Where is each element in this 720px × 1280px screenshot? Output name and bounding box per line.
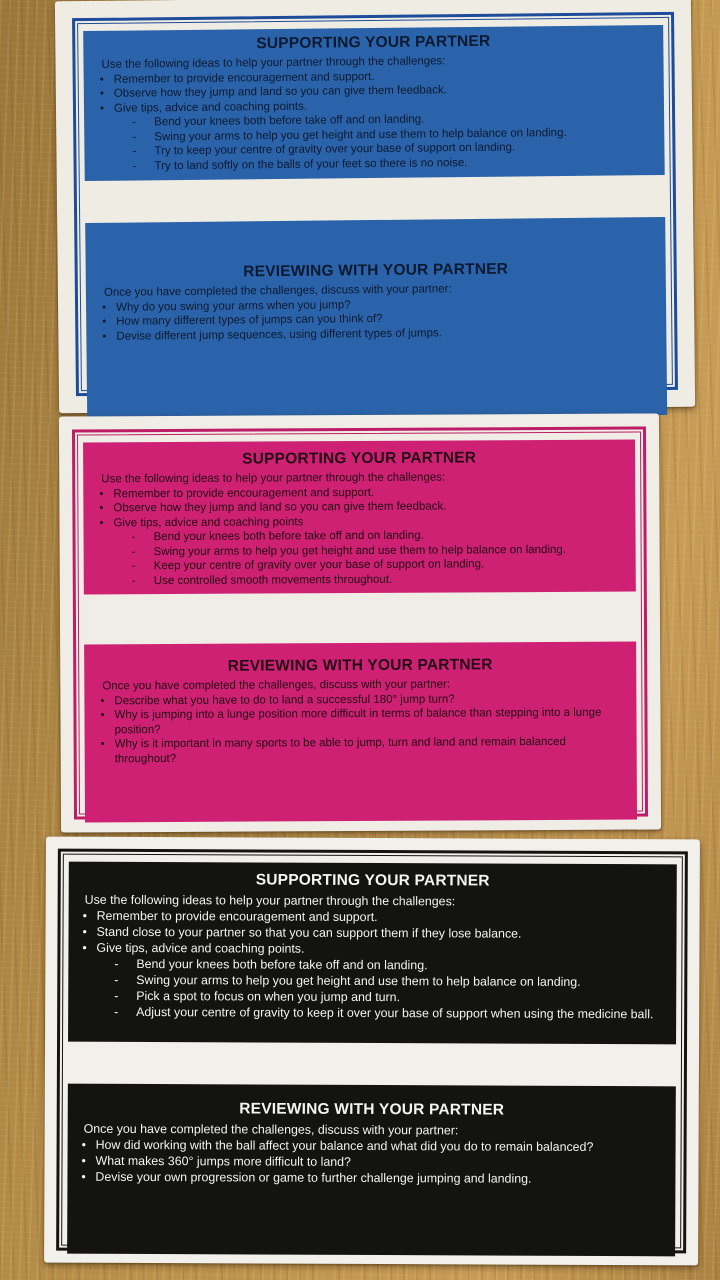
panel-title: SUPPORTING YOUR PARTNER (255, 871, 490, 890)
panel-intro: Use the following ideas to help your partner through the challenges: (84, 892, 456, 909)
dash-marker: - (131, 545, 136, 558)
bullet-item: • Give tips, advice and coaching points. (82, 940, 305, 956)
bullet-item: • Devise different jump sequences, using different types of jumps. (102, 326, 443, 343)
bullet-item: • Observe how they jump and land so you can give them feedback. (99, 500, 447, 515)
panel-title: SUPPORTING YOUR PARTNER (242, 449, 477, 468)
bullet-marker: • (102, 301, 107, 314)
bullet-item: • Describe what you have to do to land a successful 180° jump turn? (100, 693, 455, 707)
card-black-supporting-panel (68, 862, 677, 1045)
bullet-item: • Stand close to your partner so that you can support them if they lose balance. (82, 924, 522, 941)
bullet-item: • Why do you swing your arms when you jump? (102, 298, 351, 314)
bullet-item: • Remember to provide encouragement and support. (99, 70, 375, 86)
card-pink-reviewing-panel (84, 642, 637, 823)
panel-intro: Once you have completed the challenges, discuss with your partner: (103, 283, 452, 299)
bullet-item: • Why is jumping into a lunge position more difficult in terms of balance than stepping into a lunge position? (100, 706, 602, 736)
dash-marker: - (131, 574, 136, 587)
sub-point-item: - Adjust your centre of gravity to keep it over your base of support when using the medicine ball. (82, 1004, 660, 1023)
bullet-item: • Observe how they jump and land so you can give them feedback. (99, 84, 447, 100)
bullet-marker: • (100, 738, 105, 751)
dash-marker: - (131, 560, 136, 573)
bullet-marker: • (99, 87, 104, 100)
sub-point-item: - Swing your arms to help you get height and use them to help balance on landing. (100, 125, 634, 145)
bullet-marker: • (102, 330, 107, 343)
bullet-marker: • (81, 1137, 86, 1152)
panel-intro: Once you have completed the challenges, discuss with your partner: (83, 1121, 459, 1138)
card-blue-reviewing-panel (85, 217, 667, 421)
sub-point-item: - Bend your knees both before take off and on landing. (100, 110, 634, 130)
bullet-item: • What makes 360° jumps more difficult to land? (81, 1153, 351, 1169)
card-pink-keyline-frame (72, 426, 648, 819)
bullet-marker: • (99, 516, 104, 529)
bullet-item: • How many different types of jumps can you think of? (102, 312, 383, 328)
card-black (44, 837, 700, 1266)
sub-point-item: - Use controlled smooth movements throughout. (100, 571, 606, 588)
bullet-item: • Give tips, advice and coaching points (99, 515, 304, 529)
bullet-item: • Give tips, advice and coaching points. (99, 100, 308, 115)
bullet-item: • Devise your own progression or game to further challenge jumping and landing. (81, 1169, 532, 1186)
dash-marker: - (132, 116, 137, 129)
card-black-keyline-frame (56, 849, 688, 1254)
bullet-marker: • (100, 694, 105, 707)
bullet-item: • Remember to provide encouragement and support. (82, 908, 378, 925)
card-blue-keyline-frame (72, 12, 678, 396)
sub-point-item: - Try to land softly on the balls of your feet so there is no noise. (101, 154, 635, 174)
panel-title: SUPPORTING YOUR PARTNER (256, 32, 491, 53)
bullet-item: • Remember to provide encouragement and support. (99, 486, 375, 500)
bullet-marker: • (81, 1153, 86, 1168)
panel-intro: Use the following ideas to help your partner through the challenges: (101, 55, 446, 71)
card-blue (55, 0, 695, 413)
bullet-marker: • (82, 940, 87, 955)
panel-title: REVIEWING WITH YOUR PARTNER (239, 1100, 505, 1119)
panel-intro: Use the following ideas to help your partner through the challenges: (101, 471, 446, 486)
sub-point-item: - Swing your arms to help you get height and use them to help balance on landing. (100, 542, 606, 559)
dash-marker: - (114, 972, 119, 987)
bullet-marker: • (82, 908, 87, 923)
sub-point-item: - Bend your knees both before take off and on landing. (82, 956, 660, 975)
sub-point-item: - Keep your centre of gravity over your base of support on landing. (100, 557, 606, 574)
bullet-marker: • (82, 924, 87, 939)
bullet-marker: • (81, 1169, 86, 1184)
panel-title: REVIEWING WITH YOUR PARTNER (227, 656, 493, 675)
card-black-reviewing-panel (67, 1084, 676, 1257)
dash-marker: - (114, 1004, 119, 1019)
bullet-marker: • (99, 102, 105, 115)
bullet-marker: • (99, 487, 104, 500)
bullet-marker: • (99, 502, 104, 515)
card-blue-supporting-panel (83, 25, 665, 181)
bullet-marker: • (102, 315, 107, 328)
dash-marker: - (131, 531, 136, 544)
panel-title: REVIEWING WITH YOUR PARTNER (243, 260, 509, 281)
sub-point-item: - Swing your arms to help you get height and use them to help balance on landing. (82, 972, 660, 991)
card-pink-supporting-panel (83, 440, 636, 595)
bullet-item: • How did working with the ball affect your balance and what did you do to remain balanced? (81, 1137, 594, 1154)
dash-marker: - (114, 956, 119, 971)
bullet-item: • Why is it important in many sports to be able to jump, turn and land and remain balanced throughout? (100, 735, 566, 765)
dash-marker: - (114, 988, 119, 1003)
sub-point-item: - Pick a spot to focus on when you jump and turn. (82, 988, 660, 1007)
dash-marker: - (132, 159, 137, 173)
panel-intro: Once you have completed the challenges, discuss with your partner: (102, 678, 451, 693)
dash-marker: - (132, 130, 137, 144)
card-pink (59, 413, 661, 832)
dash-marker: - (132, 145, 137, 158)
bullet-marker: • (99, 73, 104, 86)
bullet-marker: • (100, 709, 105, 722)
sub-point-item: - Try to keep your centre of gravity over your base of support on landing. (100, 139, 634, 159)
sub-point-item: - Bend your knees both before take off and on landing. (100, 528, 606, 545)
